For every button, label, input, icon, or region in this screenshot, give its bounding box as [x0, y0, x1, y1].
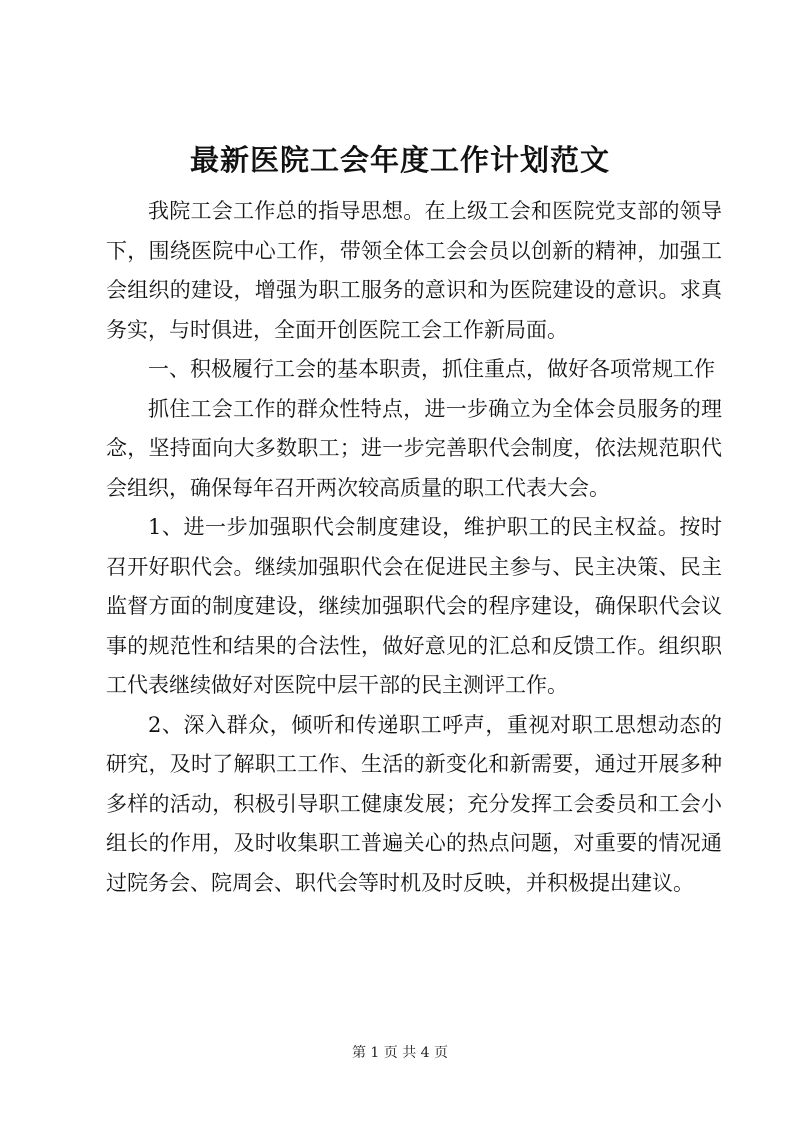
paragraph-guiding-principle: 我院工会工作总的指导思想。在上级工会和医院党支部的领导下，围绕医院中心工作，带领全体工会会员以创新的精神，加强工会组织的建设，增强为职工服务的意识和为医院建设的意识。求真务实，与时俱进，全面开创医院工会工作新局面。	[106, 199, 722, 342]
document-body	[106, 192, 722, 903]
page-number-footer: 第 1 页 共 4 页	[351, 1045, 449, 1061]
paragraph-item-1: 1、进一步加强职代会制度建设，维护职工的民主权益。按时召开好职代会。继续加强职代会在促进民主参与、民主决策、民主监督方面的制度建设，继续加强职代会的程序建设，确保职代会议事的规范性和结果的合法性，做好意见的汇总和反馈工作。组织职工代表继续做好对医院中层干部的民主测评工作。	[106, 515, 722, 697]
document-title: 最新医院工会年度工作计划范文	[189, 143, 610, 177]
section-heading-1: 一、积极履行工会的基本职责，抓住重点，做好各项常规工作	[148, 357, 715, 381]
paragraph-item-2: 2、深入群众，倾听和传递职工呼声，重视对职工思想动态的研究，及时了解职工工作、生活的新变化和新需要，通过开展多种多样的活动，积极引导职工健康发展；充分发挥工会委员和工会小组长的作用，及时收集职工普遍关心的热点问题，对重要的情况通过院务会、院周会、职代会等时机及时反映，并积极提出建议。	[106, 712, 722, 895]
paragraph-mass-character: 抓住工会工作的群众性特点，进一步确立为全体会员服务的理念，坚持面向大多数职工；进一步完善职代会制度，依法规范职代会组织，确保每年召开两次较高质量的职工代表大会。	[106, 396, 722, 500]
